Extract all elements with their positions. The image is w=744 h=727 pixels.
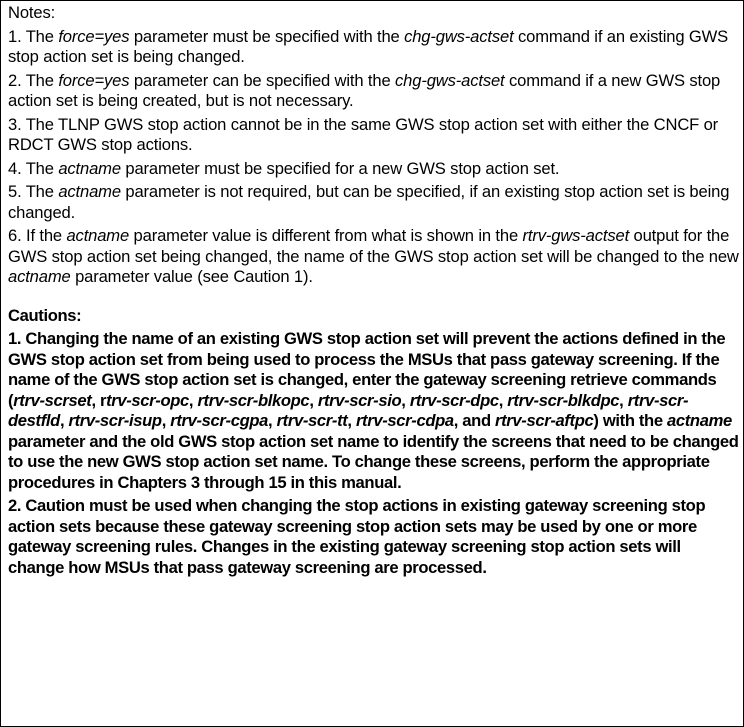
command-term: rtrv-scr-aftpc — [495, 411, 594, 430]
note-item: 1. The force=yes parameter must be specified with the chg-gws-actset command if an existing GWS stop action set is being changed. — [8, 26, 729, 66]
command-term: rtrv-scr-destfld — [8, 390, 689, 430]
command-term: trv-scr-opc — [106, 390, 189, 410]
caution-item: 2. Caution must be used when changing the stop actions in existing gateway screening stop action sets because these gateway screening stop action sets may be used by one or more gateway screening rules. Changes in the existing gateway screening stop action sets will change how MSUs that pass gateway screening are processed. — [8, 496, 706, 577]
command-term: rtrv-scr-tt — [276, 411, 348, 430]
notes-section — [8, 3, 739, 288]
command-term: rtrv-scr-dpc — [409, 390, 499, 410]
command-term: actname — [8, 267, 71, 286]
note-item: 6. If the actname parameter value is different from what is shown in the rtrv-gws-actset output for the GWS stop action set being changed, the name of the GWS stop action set will be changed to the new actname parameter value (see Caution 1). — [8, 226, 739, 286]
section-spacer — [8, 291, 739, 306]
command-term: actname — [58, 158, 121, 178]
command-term: rtrv-gws-actset — [522, 226, 630, 245]
command-term: rtrv-scr-cgpa — [170, 411, 269, 430]
cautions-heading: Cautions: — [8, 305, 82, 325]
note-item: 2. The force=yes parameter can be specified with the chg-gws-actset command if a new GWS stop action set is being created, but is not necessary. — [8, 70, 721, 110]
command-term: rtrv-scrset — [13, 390, 92, 410]
note-item: 4. The actname parameter must be specified for a new GWS stop action set. — [8, 158, 560, 178]
command-term: force=yes — [58, 26, 130, 46]
command-term: rtrv-scr-blkopc — [197, 390, 310, 410]
command-term: rtrv-scr-isup — [68, 411, 162, 430]
command-term: actname — [58, 182, 121, 201]
notes-cautions-content — [1, 1, 743, 578]
note-item: 3. The TLNP GWS stop action cannot be in the same GWS stop action set with either the CNCF or RDCT GWS stop actions. — [8, 114, 719, 154]
command-term: actname — [666, 411, 732, 430]
notes-heading: Notes: — [8, 3, 56, 22]
command-term: chg-gws-actset — [395, 70, 505, 90]
command-term: rtrv-scr-blkdpc — [507, 390, 620, 410]
cautions-section — [8, 306, 739, 579]
command-term: rtrv-scr-cdpa — [355, 411, 454, 430]
caution-item: 1. Changing the name of an existing GWS stop action set will prevent the actions defined in the GWS stop action set from being used to process the MSUs that pass gateway screening. If the name of the GWS stop action set is changed, enter the gateway screening retrieve commands (rtrv-scrset, rtrv-scr-opc, rtrv-scr-blkopc, rtrv-scr-sio, rtrv-scr-dpc, rtrv-scr-blkdpc, rtrv-scr-destfld, rtrv-scr-isup, rtrv-scr-cgpa, rtrv-scr-tt, rtrv-scr-cdpa, and rtrv-scr-aftpc) with the actname parameter and the old GWS stop action set name to identify the screens that need to be changed to use the new GWS stop action set name. To change these screens, perform the appropriate procedures in Chapters 3 through 15 in this manual. — [8, 329, 739, 492]
command-term: chg-gws-actset — [404, 26, 514, 46]
note-item: 5. The actname parameter is not required, but can be specified, if an existing stop action set is being changed. — [8, 182, 730, 222]
command-term: actname — [66, 226, 130, 245]
command-term: rtrv-scr-sio — [317, 390, 402, 410]
command-term: force=yes — [58, 70, 130, 90]
